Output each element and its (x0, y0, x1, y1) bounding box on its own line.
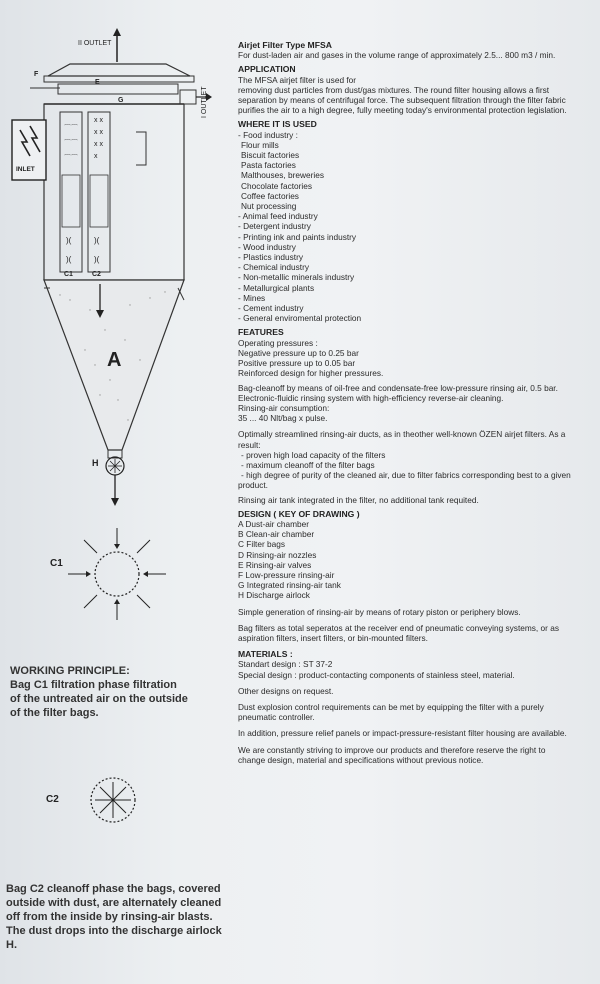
list-item: - Printing ink and paints industry (238, 232, 596, 242)
filter-bag-c2 (88, 112, 110, 272)
industries-list (238, 211, 596, 323)
side-outlet-duct (180, 90, 196, 104)
list-item: D Rinsing-air nozzles (238, 549, 317, 560)
cleanoff-phase-text (6, 882, 230, 952)
discharge-arrowhead (111, 498, 119, 506)
label-c1-bag: C1 (64, 271, 73, 278)
bag-c1-sym2: )( (66, 255, 72, 264)
list-item: F Low-pressure rinsing-air (238, 569, 335, 580)
list-item: - high degree of purity of the cleaned air, due to filter fabrics corresponding best to a given (238, 470, 596, 480)
working-principle-heading: WORKING PRINCIPLE: (10, 665, 130, 677)
list-item: B Clean-air chamber (238, 529, 315, 540)
list-item: Pasta factories (241, 160, 296, 171)
outlet-top-label: II OUTLET (78, 40, 112, 47)
dust-marks-c1: ⌒⌒ (64, 125, 78, 132)
other-designs: Other designs on request. (238, 685, 334, 696)
explosion-line-1: Dust explosion control requirements can be met by equipping the filter with a purely (238, 701, 544, 712)
list-item: - Animal feed industry (238, 211, 596, 221)
list-item: Biscuit factories (241, 150, 300, 161)
list-item: Flour mills (241, 139, 279, 150)
improve-line-1: We are constantly striving to improve our products and therefore reserve the right to (238, 744, 546, 755)
application-line-3: separation by means of centrifugal force. The subsequent filtration through the filter fabric (238, 95, 566, 106)
list-item: Nut processing (241, 201, 297, 212)
cleanoff-line-4: The dust drops into the discharge airlock H. (6, 925, 222, 951)
airlock-rotor (108, 459, 122, 473)
bag-c2-sym: )( (94, 236, 100, 245)
features-line-2: Negative pressure up to 0.25 bar (238, 347, 359, 358)
outlet-arrow-head (113, 28, 121, 36)
design-heading: DESIGN ( KEY OF DRAWING ) (238, 508, 360, 519)
dust-marks-c1c: ⌒⌒ (64, 155, 78, 162)
list-item: - Mines (238, 293, 596, 303)
list-item: - Chemical industry (238, 262, 596, 272)
pulse-marks-c2c: x x (94, 141, 103, 148)
list-item: Coffee factories (241, 190, 299, 201)
wp-line-2: of the untreated air on the outside (10, 693, 188, 705)
label-h: H (92, 458, 99, 468)
side-tank (136, 132, 146, 165)
application-heading: APPLICATION (238, 64, 296, 75)
filter-roof (48, 64, 190, 76)
list-item: - Detergent industry (238, 221, 596, 231)
bag-filters-line-2: aspiration filters, insert filters, or bin-mounted filters. (238, 632, 428, 643)
bag-c2-window (90, 175, 108, 227)
list-item: - Metallurgical plants (238, 283, 596, 293)
bag-c1-window (62, 175, 80, 227)
pulse-marks-c2d: x (94, 153, 98, 160)
materials-heading: MATERIALS : (238, 649, 293, 660)
inlet-label: INLET (16, 166, 35, 173)
materials-standart: Standart design : ST 37-2 (238, 659, 333, 670)
product-subtitle: For dust-laden air and gases in the volume range of approximately 2.5... 800 m3 / min. (238, 50, 556, 61)
list-item: Malthouses, breweries (241, 170, 325, 181)
list-item: G Integrated rinsing-air tank (238, 580, 341, 591)
c2-section-label: C2 (46, 794, 59, 805)
bag-cleanoff-line-3: Rinsing-air consumption: (238, 402, 330, 413)
list-item: - Plastics industry (238, 252, 596, 262)
simple-generation: Simple generation of rinsing-air by means of rotary piston or periphery blows. (238, 606, 521, 617)
spec-text-column (238, 40, 596, 765)
streamlined-line-2: result: (238, 439, 261, 450)
manifold (58, 84, 178, 94)
list-item: - maximum cleanoff of the filter bags (238, 460, 596, 470)
list-item: H Discharge airlock (238, 590, 310, 601)
working-principle (10, 664, 230, 720)
materials-special: Special design : product-contacting components of stainless steel, material. (238, 669, 515, 680)
bag-cleanoff-line-1: Bag-cleanoff by means of oil-free and condensate-free low-pressure rinsing air, 0.5 bar. (238, 382, 558, 393)
features-heading: FEATURES (238, 327, 284, 338)
features-line-1: Operating pressures : (238, 337, 318, 348)
where-used-heading: WHERE IT IS USED (238, 119, 317, 130)
pulse-marks-c2b: x x (94, 129, 103, 136)
improve-line-2: change design, material and specifications without previous notice. (238, 754, 484, 765)
wp-line-1: Bag C1 filtration phase filtration (10, 679, 177, 691)
pressure-relief: In addition, pressure relief panels or impact-pressure-resistant filter housing are available. (238, 728, 567, 739)
streamlined-line-1: Optimally streamlined rinsing-air ducts, as in theother well-known ÖZEN airjet filters. As a (238, 429, 566, 440)
explosion-line-2: pneumatic controller. (238, 712, 315, 723)
cleanoff-line-1: Bag C2 cleanoff phase the bags, covered (6, 883, 221, 895)
results-list (238, 450, 596, 481)
list-item: - proven high load capacity of the filters (238, 450, 596, 460)
tank-note: Rinsing air tank integrated in the filter, no additional tank requited. (238, 494, 479, 505)
list-item: Chocolate factories (241, 180, 313, 191)
bag-c1-sym: )( (66, 236, 72, 245)
label-f: F (34, 71, 39, 78)
product-title: Airjet Filter Type MFSA (238, 40, 332, 50)
label-a: A (107, 349, 122, 371)
list-item: - Cement industry (238, 303, 596, 313)
label-g: G (118, 97, 124, 104)
results-continued: product. (238, 480, 268, 491)
c2-outflow-arrows (95, 782, 131, 818)
food-industry-list (238, 140, 596, 211)
food-industry-heading: - Food industry : (238, 129, 298, 140)
roof-flange (44, 76, 194, 82)
bag-cleanoff-line-4: 35 ... 40 Nlt/bag x pulse. (238, 413, 328, 424)
bag-c2-sym2: )( (94, 255, 100, 264)
pulse-marks-c2: x x (94, 117, 103, 124)
c1-section-label: C1 (50, 558, 63, 569)
application-line-2: removing dust particles from dust/gas mixtures. The round filter housing allows a first (238, 84, 550, 95)
c1-inflow-arrows (68, 528, 166, 620)
outlet-side-label: I OUTLET (201, 86, 208, 118)
list-item: - Wood industry (238, 242, 596, 252)
list-item: C Filter bags (238, 539, 286, 550)
application-line-4: purifies the air to a high degree, fully meeting today's environmental protection legislation. (238, 105, 567, 116)
c1-bag-section (95, 552, 139, 596)
filter-bag-c1 (60, 112, 82, 272)
list-item: E Rinsing-air valves (238, 559, 312, 570)
bag-cleanoff-line-2: Electronic-fluidic rinsing system with high-efficiency reverse-air cleaning. (238, 392, 504, 403)
label-e: E (95, 79, 100, 86)
features-line-4: Reinforced design for higher pressures. (238, 368, 384, 379)
design-key-list (238, 519, 596, 601)
wp-line-3: of the filter bags. (10, 707, 99, 719)
cleanoff-line-2: outside with dust, are alternately cleaned (6, 897, 222, 909)
list-item: A Dust-air chamber (238, 518, 310, 529)
list-item: - General enviromental protection (238, 313, 596, 323)
features-line-3: Positive pressure up to 0.05 bar (238, 358, 356, 369)
dust-marks-c1b: ⌒⌒ (64, 140, 78, 147)
label-c2-bag: C2 (92, 271, 101, 278)
bag-filters-line-1: Bag filters as total seperatos at the receiver end of pneumatic conveying systems, or as (238, 622, 559, 633)
application-line-1: The MFSA airjet filter is used for (238, 74, 357, 85)
filter-diagram (0, 0, 230, 984)
cleanoff-line-3: off from the inside by rinsing-air blasts. (6, 911, 213, 923)
list-item: - Non-metallic minerals industry (238, 272, 596, 282)
